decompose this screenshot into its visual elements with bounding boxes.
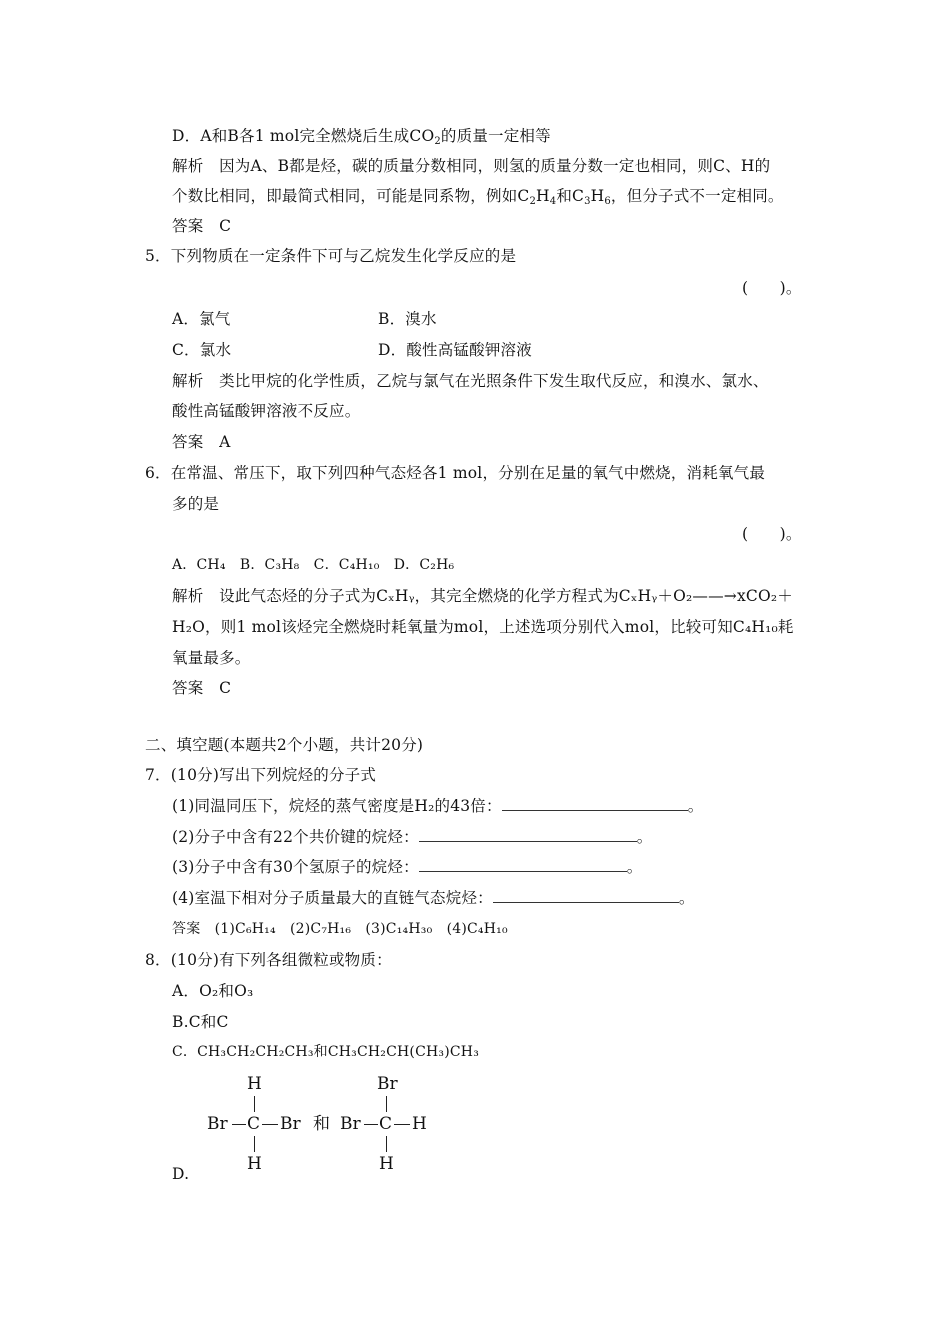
q5-analysis-line1: 解析 类比甲烷的化学性质，乙烷与氯气在光照条件下发生取代反应，和溴水、氯水、 [172,372,769,390]
q5-option-b: B．溴水 [378,310,437,328]
q5-option-a: A．氯气 [172,310,231,328]
mol2-right-atom: H [412,1114,427,1134]
q6-analysis-line3: 氧量最多。 [172,649,251,667]
q6-stem-line2: 多的是 [172,495,220,513]
q5-answer-paren: ( )。 [742,279,802,297]
q4-analysis-line1: 解析 因为A、B都是烃，碳的质量分数相同，则氢的质量分数一定也相同，则C、H的 [172,157,771,175]
mol1-center-atom: C [247,1114,261,1134]
and-label: 和 [313,1114,330,1134]
mol2-bottom-atom: H [379,1154,394,1174]
mol1-bond-right [262,1124,278,1125]
mol1-bottom-atom: H [247,1154,262,1174]
mol2-left-atom: Br [340,1114,361,1134]
q5-answer: 答案 A [172,433,231,451]
q6-analysis-line2: H₂O，则1 mol该烃完全燃烧时耗氧量为mol，上述选项分别代入mol，比较可知C₄H₁₀耗 [172,618,794,636]
q8-stem: 8．(10分)有下列各组微粒或物质： [145,951,392,969]
q6-analysis-line1: 解析 设此气态烃的分子式为CₓHᵧ，其完全燃烧的化学方程式为CₓHᵧ＋O₂——→xCO₂＋ [172,587,793,605]
q7-answer: 答案 (1)C₆H₁₄ (2)C₇H₁₆ (3)C₁₄H₃₀ (4)C₄H₁₀ [172,921,508,937]
q8-option-b: B.C和C [172,1013,229,1031]
q8-option-d-label: D. [172,1165,190,1183]
q7-blank-1[interactable] [502,796,688,811]
section-title: 二、填空题(本题共2个小题，共计20分) [145,736,424,754]
mol2-bond-left [364,1124,378,1125]
mol2-top-atom: Br [377,1074,398,1094]
q7-stem: 7．(10分)写出下列烷烃的分子式 [145,766,377,784]
mol1-bond-left [232,1124,246,1125]
q7-part2: (2)分子中含有22个共价键的烷烃： 。 [172,828,653,846]
mol1-bond-bottom [254,1136,255,1152]
mol1-left-atom: Br [207,1114,228,1134]
q5-analysis-line2: 酸性高锰酸钾溶液不反应。 [172,402,361,420]
q8-option-c: C．CH₃CH₂CH₂CH₃和CH₃CH₂CH(CH₃)CH₃ [172,1044,480,1060]
mol1-top-atom: H [247,1074,262,1094]
q6-options: A．CH₄ B．C₃H₈ C．C₄H₁₀ D．C₂H₆ [172,557,455,573]
q4-option-d: D．A和B各1 mol完全燃烧后生成$CO_2$的质量一定相等 [172,127,551,147]
q7-blank-2[interactable] [419,827,637,842]
mol2-bond-top [386,1096,387,1112]
mol1-bond-top [254,1096,255,1112]
q6-stem-line1: 6．在常温、常压下，取下列四种气态烃各1 mol，分别在足量的氧气中燃烧，消耗氧气最 [145,464,766,482]
q6-answer: 答案 C [172,679,232,697]
q7-part3: (3)分子中含有30个氢原子的烷烃： 。 [172,858,643,876]
q7-part4: (4)室温下相对分子质量最大的直链气态烷烃： 。 [172,889,695,907]
q4-analysis-line2: 个数比相同，即最简式相同，可能是同系物，例如$C_2H_4$和$C_3H_6$，但分子式不一定相同。 [172,187,784,207]
mol1-right-atom: Br [280,1114,301,1134]
mol2-bond-right [394,1124,410,1125]
q7-blank-3[interactable] [419,857,627,872]
mol2-center-atom: C [379,1114,393,1134]
q5-stem: 5．下列物质在一定条件下可与乙烷发生化学反应的是 [145,247,517,265]
q4-answer: 答案 C [172,217,232,235]
q5-option-c: C．氯水 [172,341,232,359]
q6-answer-paren: ( )。 [742,525,802,543]
q7-blank-4[interactable] [493,888,679,903]
q7-part1: (1)同温同压下，烷烃的蒸气密度是H₂的43倍： 。 [172,797,704,815]
q5-option-d: D．酸性高锰酸钾溶液 [378,341,532,359]
mol2-bond-bottom [386,1136,387,1152]
q8-option-a: A．O₂和O₃ [172,982,254,1000]
